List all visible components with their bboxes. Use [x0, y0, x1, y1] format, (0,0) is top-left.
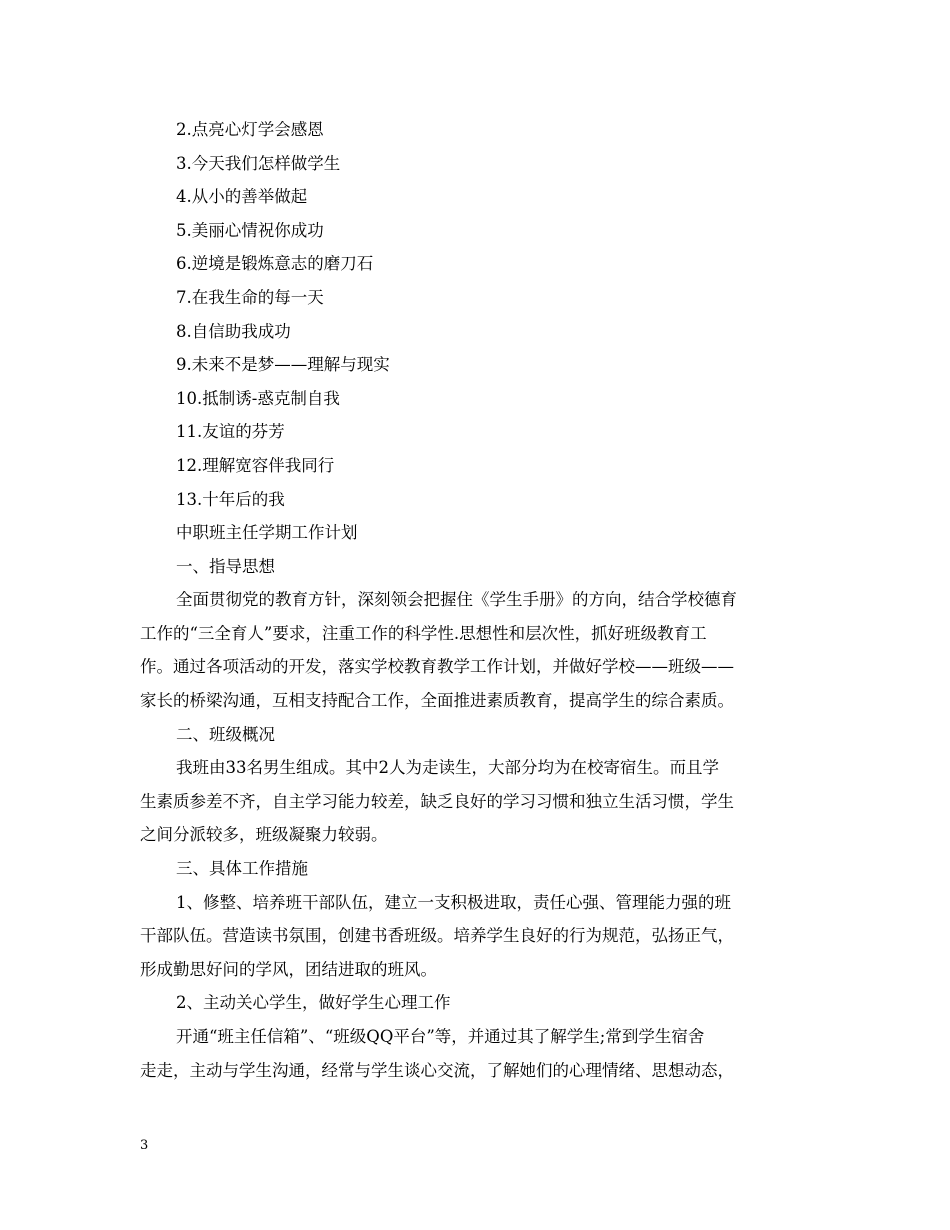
list-item: 11.友谊的芬芳 [176, 422, 285, 442]
paragraph-line: 我班由33名男生组成。其中2人为走读生，大部分均为在校寄宿生。而且学 [176, 758, 719, 778]
section-heading-guiding-ideology: 一、指导思想 [176, 556, 275, 576]
paragraph-line: 形成勤思好问的学风，团结进取的班风。 [140, 959, 437, 979]
paragraph-line: 开通“班主任信箱”、“班级QQ平台”等，并通过其了解学生;常到学生宿舍 [176, 1026, 705, 1046]
list-item: 3.今天我们怎样做学生 [176, 153, 341, 173]
section-heading-work-measures: 三、具体工作措施 [176, 858, 308, 878]
list-item: 10.抵制诱-惑克制自我 [176, 388, 340, 408]
list-item: 6.逆境是锻炼意志的磨刀石 [176, 254, 374, 274]
document-title: 中职班主任学期工作计划 [176, 523, 358, 542]
paragraph-line: 作。通过各项活动的开发，落实学校教育教学工作计划，并做好学校——班级—— [140, 657, 734, 677]
topic-list [176, 118, 390, 521]
paragraph-line: 1、修整、培养班干部队伍，建立一支积极进取，责任心强、管理能力强的班 [176, 892, 731, 912]
list-item: 4.从小的善举做起 [176, 187, 308, 207]
paragraph-line: 干部队伍。营造读书氛围，创建书香班级。培养学生良好的行为规范，弘扬正气， [140, 926, 734, 946]
paragraph-line: 生素质参差不齐，自主学习能力较差，缺乏良好的学习习惯和独立生活习惯，学生 [140, 791, 734, 811]
paragraph-line: 工作的“三全育人”要求，注重工作的科学性.思想性和层次性，抓好班级教育工 [140, 623, 707, 643]
list-item: 2.点亮心灯学会感恩 [176, 120, 324, 139]
list-item: 13.十年后的我 [176, 489, 285, 509]
paragraph-line: 全面贯彻党的教育方针，深刻领会把握住《学生手册》的方向，结合学校德育 [176, 590, 737, 610]
document-body [140, 521, 812, 1092]
section-heading-class-overview: 二、班级概况 [176, 724, 275, 744]
paragraph-line: 家长的桥梁沟通，互相支持配合工作，全面推进素质教育，提高学生的综合素质。 [140, 690, 734, 710]
subsection-heading-student-care: 2、主动关心学生，做好学生心理工作 [176, 993, 451, 1013]
paragraph-line: 之间分派较多，班级凝聚力较弱。 [140, 825, 388, 845]
paragraph-line: 走走，主动与学生沟通，经常与学生谈心交流，了解她们的心理情绪、思想动态， [140, 1060, 734, 1080]
list-item: 7.在我生命的每一天 [176, 287, 324, 307]
list-item: 12.理解宽容伴我同行 [176, 455, 335, 475]
list-item: 8.自信助我成功 [176, 321, 291, 341]
list-item: 5.美丽心情祝你成功 [176, 220, 324, 240]
page-number: 3 [140, 1138, 149, 1153]
list-item: 9.未来不是梦——理解与现实 [176, 355, 390, 375]
